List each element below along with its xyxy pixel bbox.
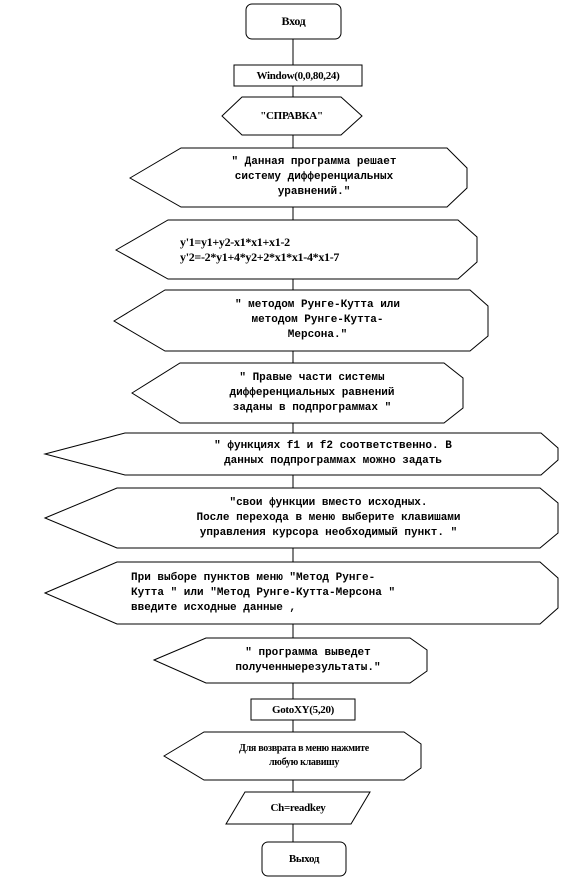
- window-call-label: Window(0,0,80,24): [256, 69, 340, 82]
- start-label: Вход: [281, 14, 306, 28]
- output-text-1: " Данная программа решает систему дифференциальных уравнений.": [231, 156, 397, 198]
- output-text-2: y'1=y1+y2-x1*x1+x1-2 y'2=-2*y1+4*y2+2*x1*x1-4*x1-7: [180, 234, 340, 264]
- output-text-8: " программа выведет полученныерезультаты.": [235, 646, 381, 674]
- output-text-9: Для возврата в меню нажмите любую клавишу: [239, 743, 369, 768]
- output-text-7: При выборе пунктов меню "Метод Рунге- Кутта " или "Метод Рунге-Кутта-Мерсона " введите исходные данные ,: [131, 571, 396, 614]
- output-text-5: " функциях f1 и f2 соответственно. В данных подпрограммах можно задать: [214, 440, 452, 467]
- output-text-6: "свои функции вместо исходных. После перехода в меню выберите клавишами управления курсора необходимый пункт. ": [196, 496, 461, 539]
- output-text-3: " методом Рунге-Кутта или методом Рунге-Кутта- Мерсона.": [234, 299, 401, 341]
- input-read-label: Ch=readkey: [270, 802, 326, 814]
- output-text-4: " Правые части системы дифференциальных равнений заданы в подпрограммах ": [229, 371, 395, 414]
- end-label: Выход: [288, 853, 320, 865]
- gotoxy-call-label: GotoXY(5,20): [271, 703, 335, 716]
- title-output-label: "СПРАВКА": [260, 110, 323, 122]
